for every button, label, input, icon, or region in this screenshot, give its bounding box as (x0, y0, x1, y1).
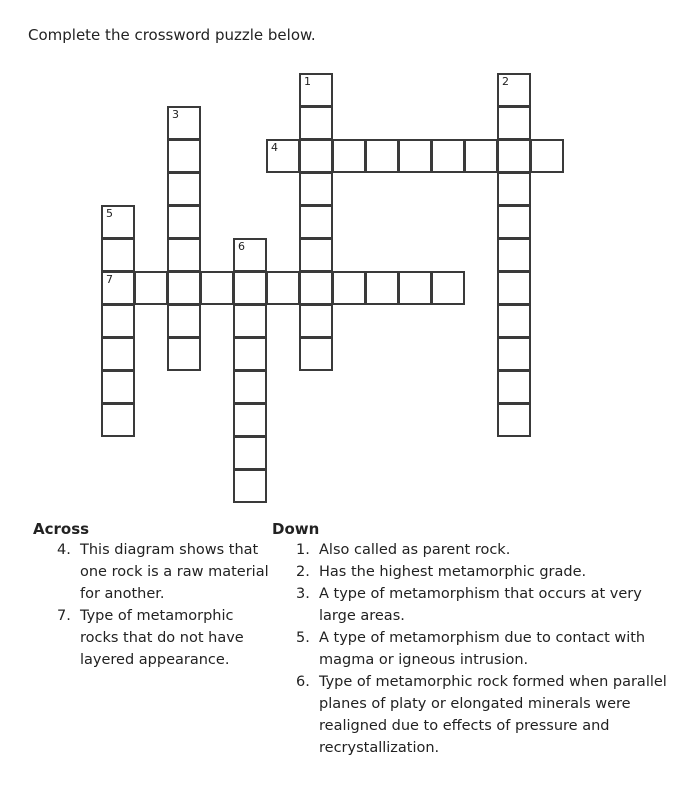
crossword-cell[interactable] (497, 73, 531, 107)
crossword-cell[interactable] (167, 337, 201, 371)
crossword-cell[interactable] (101, 337, 135, 371)
down-heading: Down (272, 520, 320, 538)
cell-number: 3 (172, 108, 179, 121)
crossword-cell[interactable] (497, 205, 531, 239)
clue-down-6 (272, 671, 672, 759)
crossword-cell[interactable] (299, 106, 333, 140)
crossword-cell[interactable] (167, 205, 201, 239)
crossword-cell[interactable] (497, 172, 531, 206)
crossword-cell[interactable] (134, 271, 168, 305)
crossword-cell[interactable] (398, 271, 432, 305)
down-clues (272, 520, 672, 759)
crossword-cell[interactable] (233, 304, 267, 338)
crossword-cell[interactable] (497, 139, 531, 173)
crossword-cell[interactable] (167, 172, 201, 206)
across-clues (33, 520, 273, 671)
crossword-cell[interactable] (233, 370, 267, 404)
crossword-cell[interactable] (530, 139, 564, 173)
puzzle-instruction: Complete the crossword puzzle below. (28, 26, 316, 44)
crossword-cell[interactable] (299, 139, 333, 173)
crossword-cell[interactable] (497, 304, 531, 338)
cell-number: 7 (106, 273, 113, 286)
crossword-cell[interactable] (431, 271, 465, 305)
clue-number: 3. (296, 586, 310, 602)
crossword-cell[interactable] (167, 304, 201, 338)
clue-across-4 (33, 539, 273, 605)
crossword-cell[interactable] (101, 205, 135, 239)
crossword-cell[interactable] (233, 436, 267, 470)
crossword-cell[interactable] (167, 139, 201, 173)
crossword-cell[interactable] (101, 271, 135, 305)
clue-down-3 (272, 583, 672, 627)
crossword-cell[interactable] (332, 271, 366, 305)
clue-down-5 (272, 627, 672, 671)
cell-number: 4 (271, 141, 278, 154)
crossword-cell[interactable] (299, 304, 333, 338)
crossword-cell[interactable] (266, 271, 300, 305)
crossword-cell[interactable] (299, 337, 333, 371)
crossword-cell[interactable] (497, 238, 531, 272)
crossword-cell[interactable] (332, 139, 366, 173)
clue-text: This diagram shows that one rock is a raw material for another. (80, 542, 269, 602)
crossword-cell[interactable] (299, 73, 333, 107)
cell-number: 6 (238, 240, 245, 253)
clue-number: 4. (57, 542, 71, 558)
crossword-cell[interactable] (200, 271, 234, 305)
crossword-cell[interactable] (431, 139, 465, 173)
across-heading: Across (33, 520, 90, 538)
clue-down-1 (272, 539, 672, 561)
clue-number: 2. (296, 564, 310, 580)
crossword-cell[interactable] (101, 403, 135, 437)
crossword-cell[interactable] (497, 106, 531, 140)
clue-text: Has the highest metamorphic grade. (319, 564, 587, 580)
cell-number: 5 (106, 207, 113, 220)
clue-text: Type of metamorphic rocks that do not have layered appearance. (80, 608, 244, 668)
cell-number: 2 (502, 75, 509, 88)
crossword-cell[interactable] (398, 139, 432, 173)
clue-text: A type of metamorphism that occurs at very large areas. (319, 586, 642, 624)
crossword-cell[interactable] (464, 139, 498, 173)
crossword-cell[interactable] (497, 271, 531, 305)
crossword-cell[interactable] (365, 271, 399, 305)
crossword-cell[interactable] (233, 271, 267, 305)
clue-number: 7. (57, 608, 71, 624)
crossword-cell[interactable] (299, 205, 333, 239)
crossword-cell[interactable] (167, 238, 201, 272)
crossword-cell[interactable] (497, 403, 531, 437)
crossword-cell[interactable] (497, 337, 531, 371)
clue-number: 5. (296, 630, 310, 646)
crossword-cell[interactable] (167, 271, 201, 305)
crossword-cell[interactable] (266, 139, 300, 173)
clue-number: 6. (296, 674, 310, 690)
crossword-cell[interactable] (233, 238, 267, 272)
crossword-cell[interactable] (299, 238, 333, 272)
crossword-cell[interactable] (299, 271, 333, 305)
crossword-cell[interactable] (497, 370, 531, 404)
cell-number: 1 (304, 75, 311, 88)
clue-text: Type of metamorphic rock formed when parallel planes of platy or elongated minerals were realigned due to effects of pressure and recrystallization. (319, 674, 667, 756)
clue-text: Also called as parent rock. (319, 542, 511, 558)
crossword-cell[interactable] (233, 469, 267, 503)
crossword-cell[interactable] (101, 370, 135, 404)
crossword-cell[interactable] (299, 172, 333, 206)
clue-number: 1. (296, 542, 310, 558)
crossword-cell[interactable] (365, 139, 399, 173)
crossword-cell[interactable] (233, 337, 267, 371)
crossword-cell[interactable] (101, 238, 135, 272)
clue-down-2 (272, 561, 672, 583)
crossword-cell[interactable] (233, 403, 267, 437)
crossword-cell[interactable] (101, 304, 135, 338)
crossword-cell[interactable] (167, 106, 201, 140)
clue-across-7 (33, 605, 273, 671)
clue-text: A type of metamorphism due to contact with magma or igneous intrusion. (319, 630, 646, 668)
